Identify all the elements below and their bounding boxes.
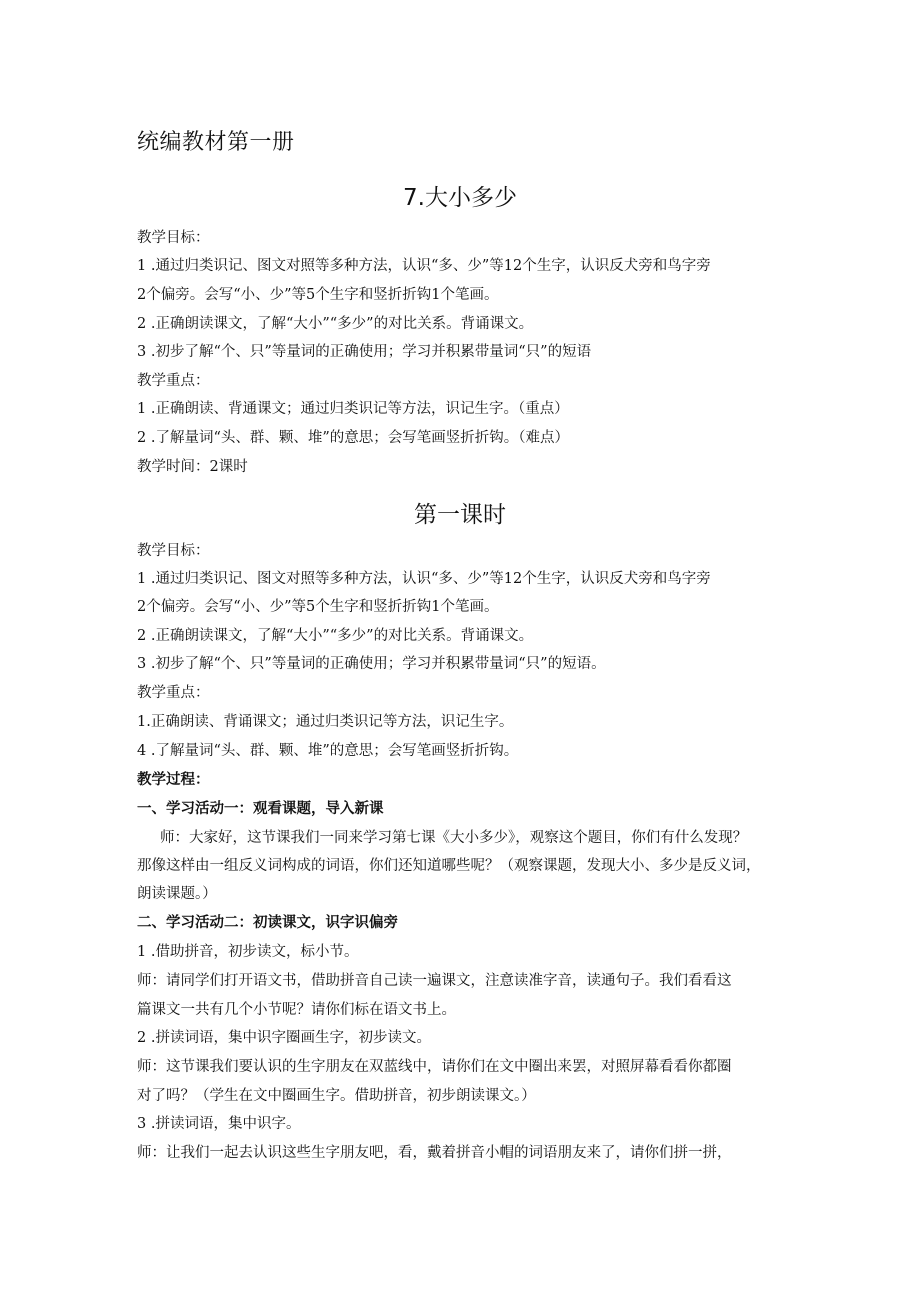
goal-line: 1 .通过归类识记、图文对照等多种方法，认识“多、少”等12个生字，认识反犬旁和鸟字旁 [137, 258, 711, 274]
activity-heading: 二、学习活动二：初读课文，识字识偏旁 [137, 915, 398, 931]
key-point-line: 2 .了解量词“头、群、颗、堆”的意思；会写笔画竖折折钩。（难点） [137, 430, 570, 446]
goal-line: 2个偏旁。会写“小、少”等5个生字和竖折折钩1个笔画。 [137, 599, 499, 615]
key-point-line: 4 .了解量词“头、群、颗、堆”的意思；会写笔画竖折折钩。 [137, 743, 519, 759]
series-heading: 统编教材第一册 [137, 130, 295, 155]
teaching-time: 教学时间：2课时 [137, 459, 248, 475]
activity-heading: 一、学习活动一：观看课题，导入新课 [137, 801, 384, 817]
goal-line: 2 .正确朗读课文，了解“大小”“多少”的对比关系。背诵课文。 [137, 316, 534, 332]
activity-paragraph-line: 朗读课题。） [137, 886, 217, 902]
key-point-line: 1 .正确朗读、背通课文；通过归类识记等方法，识记生字。（重点） [137, 401, 569, 417]
activity-paragraph-line: 对了吗？（学生在文中圈画生字。借助拼音，初步朗读课文。） [137, 1088, 536, 1104]
activity-step: 1 .借助拼音，初步读文，标小节。 [137, 944, 359, 960]
activity-paragraph-line: 师：大家好，这节课我们一同来学习第七课《大小多少》，观察这个题目，你们有什么发现？ [160, 830, 748, 846]
goal-line: 1 .通过归类识记、图文对照等多种方法，认识“多、少”等12个生字，认识反犬旁和鸟字旁 [137, 571, 711, 587]
activity-step: 2 .拼读词语，集中识字圈画生字，初步读文。 [137, 1030, 431, 1046]
goal-line: 3 .初步了解“个、只”等量词的正确使用；学习并积累带量词“只”的短语。 [137, 656, 606, 672]
activity-step: 3 .拼读词语，集中识字。 [137, 1116, 301, 1132]
lesson-title: 7.大小多少 [403, 185, 517, 211]
process-label: 教学过程： [137, 772, 210, 788]
goal-line: 3 .初步了解“个、只”等量词的正确使用；学习并积累带量词“只”的短语 [137, 344, 592, 360]
activity-paragraph-line: 师：这节课我们要认识的生字朋友在双蓝线中，请你们在文中圈出来罢，对照屏幕看看你都圈 [137, 1059, 732, 1075]
key-points-label: 教学重点： [137, 685, 210, 701]
goals-label: 教学目标： [137, 543, 210, 559]
key-point-line: 1.正确朗读、背诵课文；通过归类识记等方法，识记生字。 [137, 714, 514, 730]
activity-paragraph-line: 篇课文一共有几个小节呢？请你们标在语文书上。 [137, 1002, 456, 1018]
goals-label: 教学目标： [137, 230, 210, 246]
activity-paragraph-line: 师：让我们一起去认识这些生字朋友吧，看，戴着拼音小帽的词语朋友来了，请你们拼一拼， [137, 1145, 732, 1161]
activity-paragraph-line: 那像这样由一组反义词构成的词语，你们还知道哪些呢？（观察课题，发现大小、多少是反义词， [137, 858, 761, 874]
activity-paragraph-line: 师：请同学们打开语文书，借助拼音自己读一遍课文，注意读准字音，读通句子。我们看看这 [137, 973, 732, 989]
key-points-label: 教学重点： [137, 373, 210, 389]
goal-line: 2 .正确朗读课文，了解“大小”“多少”的对比关系。背诵课文。 [137, 628, 534, 644]
goal-line: 2个偏旁。会写“小、少”等5个生字和竖折折钩1个笔画。 [137, 287, 499, 303]
period-title: 第一课时 [414, 502, 506, 528]
